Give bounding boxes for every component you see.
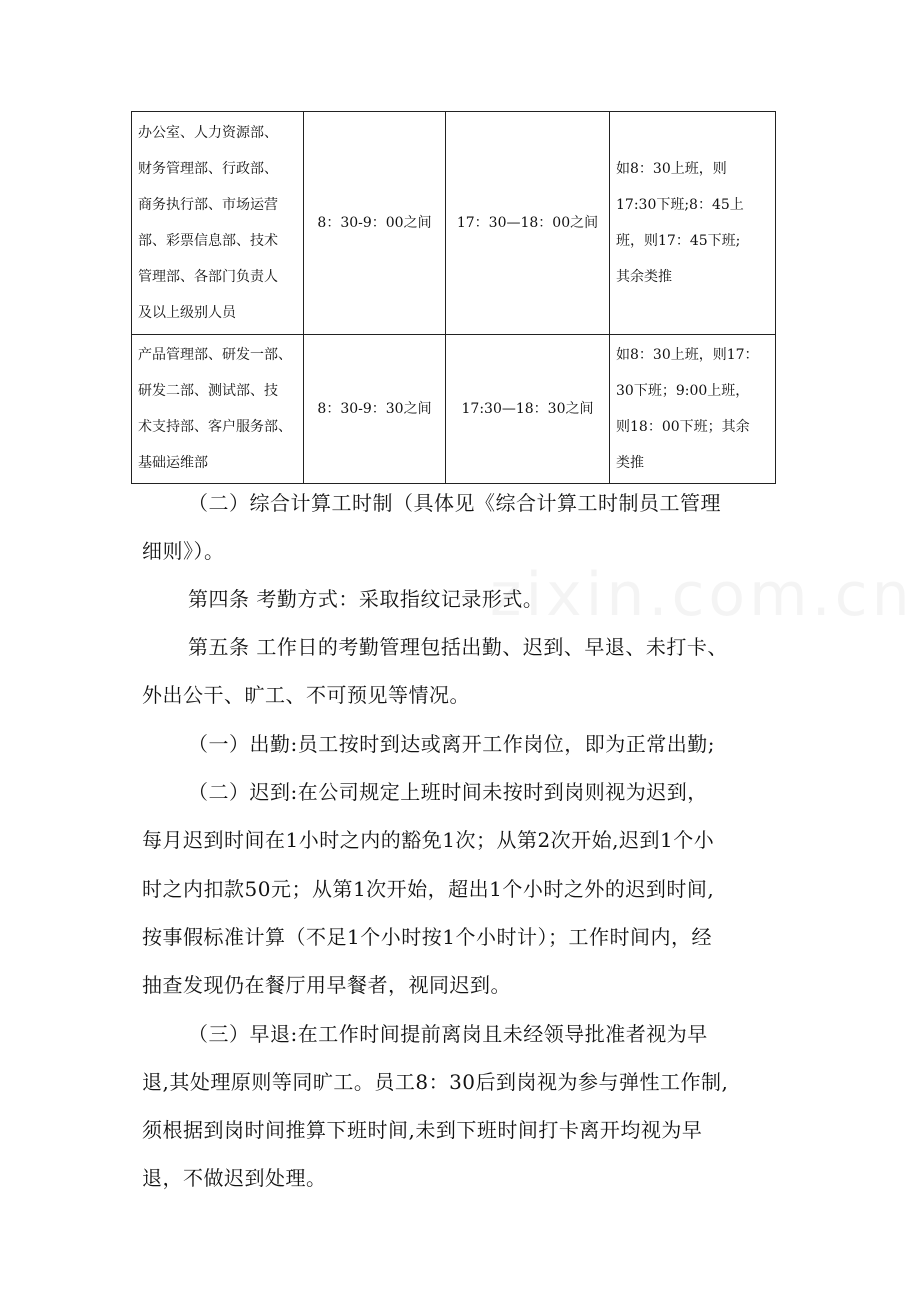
attendance-clause: （一）出勤:员工按时到达或离开工作岗位，即为正常出勤; (188, 732, 715, 756)
note-line: 30下班；9:00上班， (616, 383, 750, 399)
paragraph-line: 退，不做迟到处理。 (142, 1166, 327, 1190)
department-line: 办公室、人力资源部、 (138, 125, 278, 141)
paragraph-line: 每月迟到时间在1小时之内的豁免1次；从第2次开始,迟到1个小 (142, 828, 715, 852)
department-line: 部、彩票信息部、技术 (138, 233, 278, 249)
note-line: 如8：30上班，则17： (616, 347, 759, 363)
start-time-cell: 8：30-9：00之间 (304, 112, 446, 335)
late-clause: （二）迟到:在公司规定上班时间未按时到岗则视为迟到， (188, 780, 708, 804)
note-cell (610, 335, 776, 484)
department-line: 商务执行部、市场运营 (138, 197, 278, 213)
department-line: 及以上级别人员 (138, 305, 236, 321)
start-time-cell: 8：30-9：30之间 (304, 335, 446, 484)
department-cell (132, 112, 304, 335)
work-schedule-table (131, 111, 776, 484)
note-cell (610, 112, 776, 335)
note-line: 班，则17：45下班; (616, 233, 741, 249)
department-cell (132, 335, 304, 484)
paragraph-line: 抽查发现仍在餐厅用早餐者，视同迟到。 (142, 973, 511, 997)
table-row (132, 335, 776, 484)
watermark (490, 560, 914, 630)
note-line: 如8：30上班，则 (616, 161, 727, 177)
paragraph-line: 按事假标准计算（不足1个小时按1个小时计）；工作时间内，经 (142, 925, 712, 949)
note-line: 17:30下班;8：45上 (616, 197, 744, 213)
department-line: 产品管理部、研发一部、 (138, 347, 292, 363)
paragraph-line: （二）综合计算工时制（具体见《综合计算工时制员工管理 (188, 491, 721, 515)
paragraph-line: 退,其处理原则等同旷工。员工8：30后到岗视为参与弹性工作制, (142, 1070, 729, 1094)
department-line: 术支持部、客户服务部、 (138, 419, 292, 435)
note-line: 类推 (616, 455, 644, 471)
article-4: 第四条 考勤方式：采取指纹记录形式。 (188, 587, 544, 611)
note-line: 其余类推 (616, 269, 672, 285)
early-leave-clause: （三）早退:在工作时间提前离岗且未经领导批准者视为早 (188, 1022, 708, 1046)
end-time-cell: 17：30—18：00之间 (446, 112, 610, 335)
department-line: 基础运维部 (138, 455, 208, 471)
paragraph-line: 外出公干、旷工、不可预见等情况。 (142, 683, 470, 707)
paragraph-line: 时之内扣款50元；从第1次开始，超出1个小时之外的迟到时间, (142, 877, 715, 901)
note-line: 则18：00下班；其余 (616, 419, 750, 435)
department-line: 管理部、各部门负责人 (138, 269, 278, 285)
paragraph-line: 须根据到岗时间推算下班时间,未到下班时间打卡离开均视为早 (142, 1118, 703, 1142)
end-time-cell: 17:30—18：30之间 (446, 335, 610, 484)
paragraph-line: 细则》）。 (142, 539, 225, 563)
table-row (132, 112, 776, 335)
article-5: 第五条 工作日的考勤管理包括出勤、迟到、早退、未打卡、 (188, 635, 728, 659)
department-line: 财务管理部、行政部、 (138, 161, 278, 177)
department-line: 研发二部、测试部、技 (138, 383, 278, 399)
